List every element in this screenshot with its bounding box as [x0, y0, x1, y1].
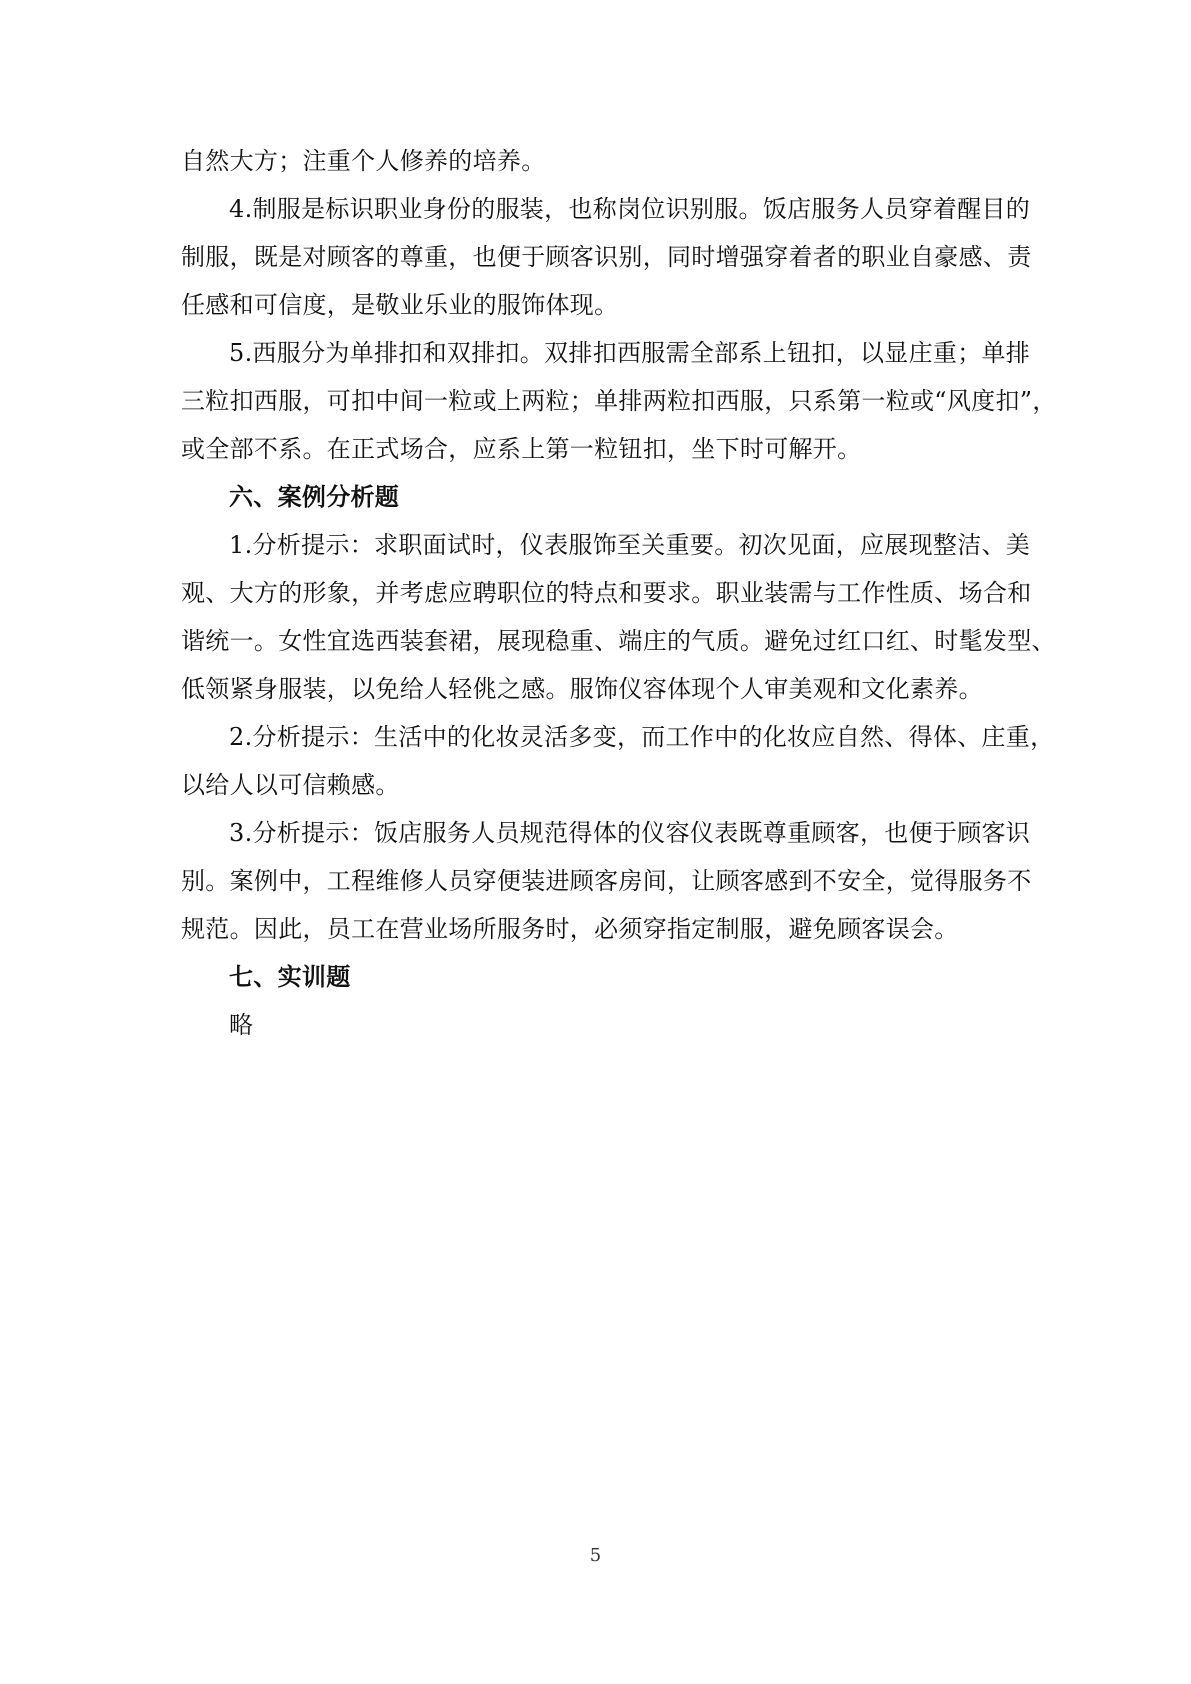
text-line: 4.制服是标识职业身份的服装，也称岗位识别服。饭店服务人员穿着醒目的: [229, 195, 1031, 223]
text-line: 观、大方的形象，并考虑应聘职位的特点和要求。职业装需与工作性质、场合和: [181, 579, 1032, 607]
text-line: 2.分析提示：生活中的化妆灵活多变，而工作中的化妆应自然、得体、庄重，: [229, 723, 1055, 751]
page-body: [181, 137, 1057, 1049]
section-heading: 六、案例分析题: [229, 482, 400, 511]
text-line: 低领紧身服装，以免给人轻佻之感。服饰仪容体现个人审美观和文化素养。: [181, 675, 983, 703]
page-number: 5: [589, 1545, 602, 1566]
text-line: 略: [229, 1011, 254, 1039]
text-line: 3.分析提示：饭店服务人员规范得体的仪容仪表既尊重顾客，也便于顾客识: [229, 819, 1031, 847]
text-line: 规范。因此，员工在营业场所服务时，必须穿指定制服，避免顾客误会。: [181, 915, 959, 943]
section-heading: 七、实训题: [229, 962, 351, 991]
text-line: 制服，既是对顾客的尊重，也便于顾客识别，同时增强穿着者的职业自豪感、责: [181, 243, 1032, 271]
text-line: 自然大方；注重个人修养的培养。: [181, 147, 546, 175]
text-line: 1.分析提示：求职面试时，仪表服饰至关重要。初次见面，应展现整洁、美: [229, 531, 1031, 559]
text-line: 三粒扣西服，可扣中间一粒或上两粒；单排两粒扣西服，只系第一粒或“风度扣”，: [181, 387, 1057, 415]
text-line: 5.西服分为单排扣和双排扣。双排扣西服需全部系上钮扣，以显庄重；单排: [229, 339, 1031, 367]
text-line: 任感和可信度，是敬业乐业的服饰体现。: [181, 291, 619, 319]
text-line: 以给人以可信赖感。: [181, 771, 400, 799]
text-line: 谐统一。女性宜选西装套裙，展现稳重、端庄的气质。避免过红口红、时髦发型、: [181, 627, 1056, 655]
text-line: 别。案例中，工程维修人员穿便装进顾客房间，让顾客感到不安全，觉得服务不: [181, 867, 1032, 895]
text-line: 或全部不系。在正式场合，应系上第一粒钮扣，坐下时可解开。: [181, 435, 862, 463]
